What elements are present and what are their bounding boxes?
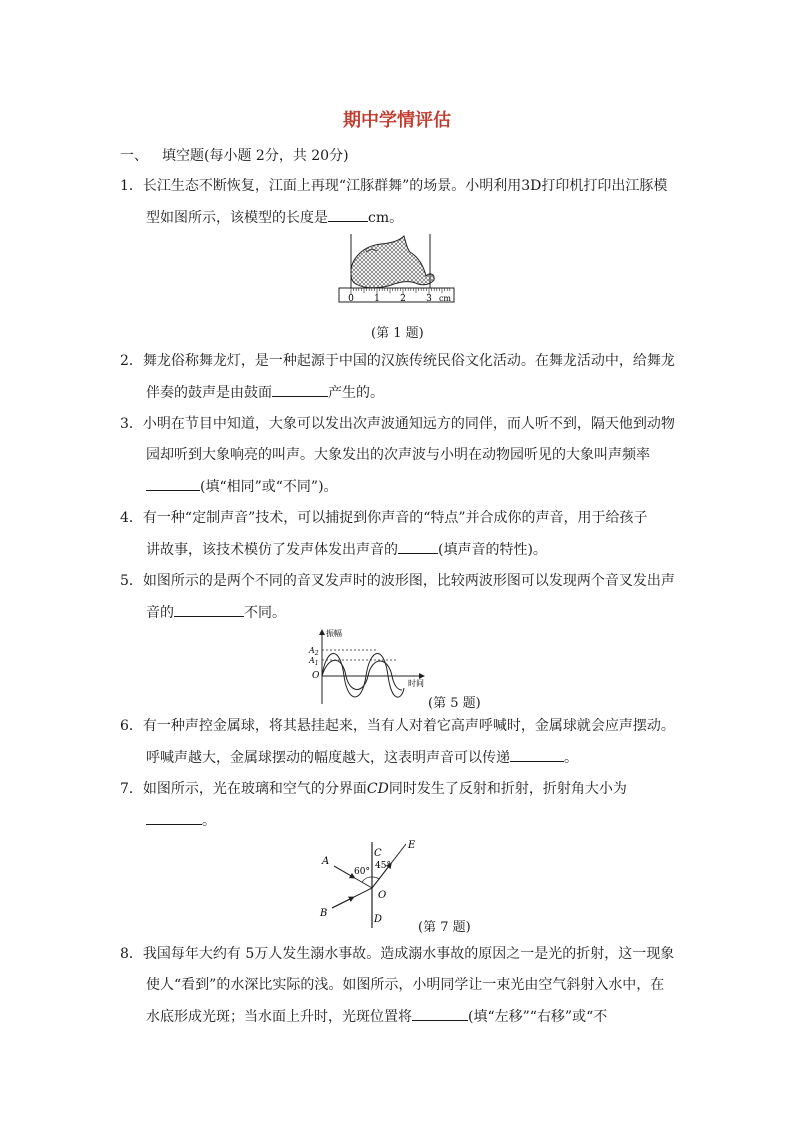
question-number: 1． [120, 178, 143, 194]
amplitude-a2-label: $A_2$ [309, 646, 319, 657]
answer-blank[interactable] [412, 1006, 468, 1021]
point-e-label: E [408, 840, 416, 851]
answer-blank[interactable] [174, 602, 244, 617]
y-axis-label: 振幅 [326, 629, 342, 638]
question-4-line-2 [146, 539, 706, 560]
answer-blank[interactable] [328, 207, 368, 222]
answer-blank[interactable] [272, 382, 328, 397]
point-o-label: O [378, 890, 387, 901]
question-text: 伴奏的鼓声是由鼓面 [146, 385, 272, 401]
section-label: 填空题(每小题 2分，共 20分) [162, 148, 349, 164]
ruler-tick-label: 1 [374, 294, 380, 304]
question-text: cm。 [368, 210, 404, 226]
question-1-line-2 [146, 207, 706, 228]
figure-caption-1: (第 1 题) [371, 326, 424, 341]
question-text: 长江生态不断恢复，江面上再现“江豚群舞”的场景。小明利用3D打印机打印出江豚模 [142, 178, 668, 194]
answer-blank[interactable] [398, 539, 438, 554]
question-text: 同时发生了反射和折射，折射角大小为 [388, 781, 627, 797]
question-text: (填“相同”或“不同”)。 [200, 479, 338, 495]
dolphin-shape [351, 236, 434, 288]
point-c-label: C [374, 848, 382, 859]
angle-45-label: 45° [375, 861, 391, 871]
ruler-tick-label: 0 [348, 294, 354, 304]
question-text: (填声音的特性)。 [438, 542, 547, 558]
question-8-line-3 [146, 1006, 706, 1027]
question-text: 我国每年大约有 5万人发生溺水事故。造成溺水事故的原因之一是光的折射，这一现象 [142, 946, 675, 962]
question-number: 4． [120, 510, 143, 526]
question-text: 使人“看到”的水深比实际的浅。如图所示，小明同学让一束光由空气斜射入水中，在 [146, 977, 665, 993]
origin-label: O [312, 671, 320, 681]
question-text: 产生的。 [328, 385, 384, 401]
question-text: 如图所示的是两个不同的音叉发声时的波形图，比较两波形图可以发现两个音叉发出声 [142, 573, 675, 589]
ruler-tick-label: 3 [426, 294, 432, 304]
ruler-unit-label: cm [438, 294, 452, 303]
question-text: 舞龙俗称舞龙灯，是一种起源于中国的汉族传统民俗文化活动。在舞龙活动中，给舞龙 [142, 353, 675, 369]
question-8-line-1 [120, 944, 680, 964]
point-a-label: A [322, 856, 330, 867]
point-b-label: B [320, 908, 328, 919]
question-text: 呼喊声越大，金属球摆动的幅度越大，这表明声音可以传递 [146, 750, 510, 766]
question-2-line-2 [146, 382, 706, 403]
x-axis-label: 时间 [408, 679, 424, 688]
question-4-line-1 [120, 508, 680, 528]
answer-blank[interactable] [146, 810, 202, 825]
interface-label: CD [366, 781, 389, 797]
question-text: 。 [202, 813, 216, 829]
question-7-line-2 [146, 810, 706, 831]
question-text: (填“左移”“右移”或“不 [468, 1009, 608, 1025]
question-text: 型如图所示，该模型的长度是 [146, 210, 328, 226]
question-text: 不同。 [244, 605, 286, 621]
angle-60-label: 60° [354, 867, 370, 877]
question-3-line-3 [146, 476, 706, 497]
question-text: 讲故事，该技术模仿了发声体发出声音的 [146, 542, 398, 558]
question-2-line-1 [120, 351, 680, 371]
question-number: 3． [120, 416, 143, 432]
waveform-figure [306, 626, 426, 706]
amplitude-a1-label: $A_1$ [309, 656, 319, 667]
page-title: 期中学情评估 [343, 110, 451, 131]
question-number: 8． [120, 946, 143, 962]
section-heading [120, 146, 680, 166]
question-5-line-1 [120, 571, 680, 591]
question-7-line-1 [120, 779, 680, 799]
question-5-line-2 [146, 602, 706, 623]
question-number: 6． [120, 718, 143, 734]
answer-blank[interactable] [146, 476, 200, 491]
question-8-line-2 [146, 975, 706, 995]
question-number: 5． [120, 573, 143, 589]
section-number: 一、 [120, 148, 148, 164]
question-3-line-1 [120, 414, 680, 434]
question-text: 。 [564, 750, 578, 766]
question-number: 2． [120, 353, 143, 369]
question-text: 水底形成光斑；当水面上升时，光斑位置将 [146, 1009, 412, 1025]
dolphin-ruler-figure [336, 232, 456, 316]
question-1-line-1 [120, 176, 680, 196]
question-6-line-2 [146, 747, 706, 768]
question-number: 7． [120, 781, 143, 797]
figure-caption-7: (第 7 题) [418, 920, 471, 935]
question-text: 音的 [146, 605, 174, 621]
answer-blank[interactable] [510, 747, 564, 762]
question-6-line-1 [120, 716, 680, 736]
question-text: 如图所示，光在玻璃和空气的分界面 [142, 781, 367, 797]
question-text: 有一种“定制声音”技术，可以捕捉到你声音的“特点”并合成你的声音，用于给孩子 [142, 510, 648, 526]
question-text: 园却听到大象响亮的叫声。大象发出的次声波与小明在动物园听见的大象叫声频率 [146, 447, 650, 463]
reflection-refraction-figure [316, 836, 426, 936]
point-d-label: D [374, 914, 383, 925]
question-text: 小明在节目中知道，大象可以发出次声波通知远方的同伴，而人听不到，隔天他到动物 [142, 416, 675, 432]
question-text: 有一种声控金属球，将其悬挂起来，当有人对着它高声呼喊时，金属球就会应声摆动。 [142, 718, 675, 734]
question-3-line-2 [146, 445, 706, 465]
ruler-tick-label: 2 [400, 294, 406, 304]
figure-caption-5: (第 5 题) [428, 696, 481, 711]
